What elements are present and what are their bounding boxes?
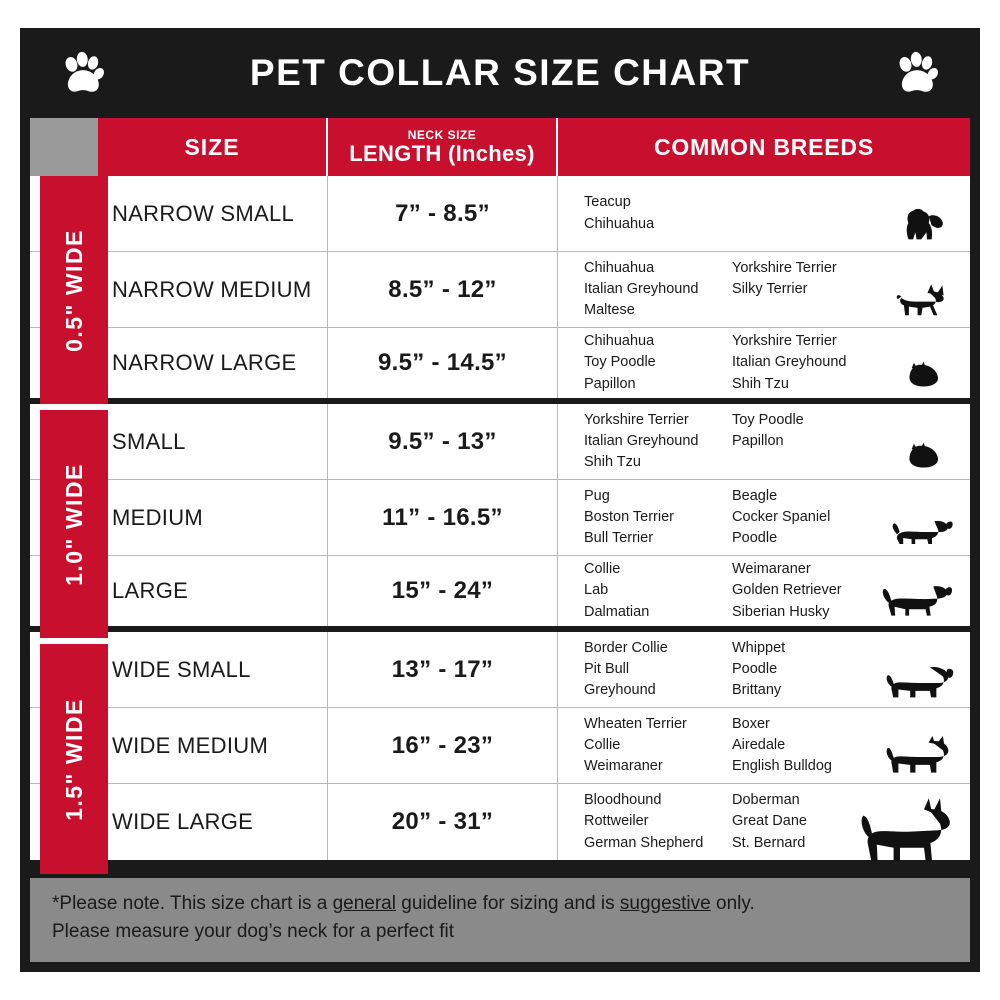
bulldog-silhouette-icon (884, 659, 956, 703)
pomeranian-silhouette-icon (902, 352, 956, 394)
breed-item: Italian Greyhound (584, 280, 699, 297)
breed-item: Silky Terrier (732, 280, 808, 297)
breed-column-1 (584, 258, 732, 321)
breed-column-1 (584, 790, 732, 853)
breed-item: Golden Retriever (732, 582, 842, 599)
table-row (30, 708, 970, 784)
breed-item: Border Collie (584, 639, 668, 656)
breed-item: Italian Greyhound (732, 354, 847, 371)
breed-item: Collie (584, 736, 621, 753)
breed-item: Cocker Spaniel (732, 508, 831, 525)
breed-item: Bloodhound (584, 792, 662, 809)
breed-item: Teacup (584, 194, 631, 211)
breed-item: Rottweiler (584, 813, 649, 830)
size-value: NARROW SMALL (112, 200, 295, 226)
pomeranian-silhouette-icon (902, 433, 956, 475)
length-value: 11” - 16.5” (382, 503, 503, 531)
breed-item: English Bulldog (732, 758, 832, 774)
length-value: 9.5” - 13” (388, 427, 497, 455)
group-label: 1.0" WIDE (60, 462, 87, 586)
breed-item: Greyhound (584, 682, 656, 698)
table-row (30, 556, 970, 632)
breed-column-1 (584, 486, 732, 549)
cell-size (98, 404, 328, 479)
breed-column-2 (732, 258, 882, 321)
cell-size (98, 176, 328, 251)
cell-breeds (558, 632, 970, 707)
size-value: WIDE SMALL (112, 656, 251, 682)
cell-breeds (558, 556, 970, 626)
group-band-1_0-wide (40, 410, 108, 638)
breed-column-2 (732, 192, 882, 234)
cell-size (98, 480, 328, 555)
size-table (20, 118, 980, 860)
breed-item: Dalmatian (584, 603, 650, 620)
breed-item: Shih Tzu (732, 375, 789, 392)
labrador-silhouette-icon (880, 580, 956, 622)
group-band-0_5-wide (40, 176, 108, 404)
cell-size (98, 632, 328, 707)
footer-mid: guideline for sizing and is (395, 893, 620, 914)
cell-breeds (558, 328, 970, 398)
header-size: SIZE (98, 118, 328, 176)
header-length-main: LENGTH (Inches) (349, 141, 535, 166)
cell-breeds (558, 404, 970, 479)
chart-frame (20, 28, 980, 972)
cell-breeds (558, 480, 970, 555)
footer-underline-general: general (332, 893, 396, 914)
table-row (30, 252, 970, 328)
table-row (30, 404, 970, 480)
chihuahua-silhouette-icon (894, 279, 956, 323)
breed-item: Poodle (732, 660, 778, 677)
cell-length (328, 404, 558, 479)
group-label: 0.5" WIDE (60, 228, 87, 352)
length-value: 20” - 31” (391, 808, 494, 835)
length-value: 9.5” - 14.5” (377, 349, 507, 376)
length-value: 13” - 17” (391, 655, 494, 683)
group-band-1_5-wide (40, 644, 108, 874)
breed-item: Poodle (732, 530, 778, 546)
breed-item: Brittany (732, 682, 782, 698)
breed-item: Chihuahua (584, 259, 655, 276)
footer-post: only. (710, 893, 755, 914)
breed-item: Beagle (732, 487, 778, 504)
cell-length (328, 328, 558, 398)
breed-item: Airedale (732, 736, 786, 753)
paw-print-icon (894, 50, 940, 96)
breed-item: Papillon (732, 432, 784, 449)
breed-column-2 (732, 486, 882, 549)
breed-item: Collie (584, 561, 621, 578)
cell-breeds (558, 784, 970, 860)
table-header-row (30, 118, 970, 176)
table-row (30, 784, 970, 860)
cell-size (98, 784, 328, 860)
size-value: LARGE (112, 578, 189, 603)
size-value: SMALL (112, 428, 186, 454)
breed-item: Toy Poodle (584, 354, 656, 371)
breed-column-2 (732, 331, 882, 394)
breed-item: Pit Bull (584, 660, 630, 677)
size-value: NARROW LARGE (112, 350, 297, 375)
length-value: 7” - 8.5” (395, 199, 490, 227)
breed-item: Pug (584, 487, 610, 504)
length-value: 15” - 24” (391, 577, 494, 604)
cell-length (328, 252, 558, 327)
breed-column-2 (732, 714, 882, 777)
doberman-silhouette-icon (860, 796, 956, 866)
breed-item: Shih Tzu (584, 454, 641, 470)
breed-column-2 (732, 559, 882, 622)
size-value: WIDE MEDIUM (112, 732, 269, 758)
breed-item: Maltese (584, 302, 635, 318)
footer-underline-suggestive: suggestive (619, 893, 711, 914)
breed-item: Whippet (732, 639, 786, 656)
breed-item: Lab (584, 582, 609, 599)
footer-note (30, 878, 970, 962)
cell-breeds (558, 176, 970, 251)
boxer-silhouette-icon (884, 731, 956, 779)
size-value: MEDIUM (112, 504, 204, 530)
footer-line-1 (52, 890, 952, 918)
table-row (30, 328, 970, 404)
cell-length (328, 176, 558, 251)
breed-item: St. Bernard (732, 834, 806, 851)
cell-size (98, 556, 328, 626)
footer-pre: *Please note. This size chart is a (52, 893, 333, 914)
table-row (30, 176, 970, 252)
breed-item: Boston Terrier (584, 508, 674, 525)
beagle-silhouette-icon (890, 513, 956, 551)
breed-column-1 (584, 559, 732, 622)
breed-item: Weimaraner (732, 561, 811, 578)
cell-length (328, 784, 558, 860)
breed-item: Papillon (584, 375, 636, 392)
cell-length (328, 708, 558, 783)
size-value: WIDE LARGE (112, 809, 254, 834)
breed-column-1 (584, 331, 732, 394)
breed-item: Italian Greyhound (584, 432, 699, 449)
cell-size (98, 328, 328, 398)
group-label: 1.5" WIDE (60, 697, 87, 821)
breed-item: Boxer (732, 715, 770, 732)
cell-size (98, 708, 328, 783)
breed-item: Wheaten Terrier (584, 715, 687, 732)
footer-line-2: Please measure your dog’s neck for a perfect fit (52, 920, 455, 942)
header-corner-cell (30, 118, 98, 176)
paw-print-icon (60, 50, 106, 96)
breed-item: Doberman (732, 792, 800, 809)
breed-column-2 (732, 638, 882, 701)
breed-column-1 (584, 638, 732, 701)
table-row (30, 480, 970, 556)
page-title: PET COLLAR SIZE CHART (249, 52, 751, 93)
breed-column-1 (584, 714, 732, 777)
cell-size (98, 252, 328, 327)
breed-item: Chihuahua (584, 215, 655, 232)
chart-header (20, 28, 980, 118)
length-value: 8.5” - 12” (388, 275, 497, 303)
cell-length (328, 556, 558, 626)
cell-length (328, 632, 558, 707)
breed-item: Weimaraner (584, 758, 663, 774)
breed-column-2 (732, 410, 882, 473)
size-value: NARROW MEDIUM (112, 276, 312, 302)
length-value: 16” - 23” (391, 731, 494, 759)
header-length (328, 118, 558, 176)
header-breeds: COMMON BREEDS (558, 118, 970, 176)
breed-item: Yorkshire Terrier (732, 333, 837, 350)
breed-item: Toy Poodle (732, 411, 804, 428)
breed-column-1 (584, 410, 732, 473)
breed-item: German Shepherd (584, 834, 704, 851)
cell-breeds (558, 252, 970, 327)
breed-item: Yorkshire Terrier (584, 411, 689, 428)
yorkie-silhouette-icon (898, 205, 956, 247)
breed-item: Siberian Husky (732, 603, 830, 620)
breed-item: Bull Terrier (584, 530, 654, 546)
breed-item: Chihuahua (584, 333, 655, 350)
cell-breeds (558, 708, 970, 783)
table-row (30, 632, 970, 708)
breed-column-1 (584, 192, 732, 234)
breed-item: Great Dane (732, 813, 807, 830)
header-length-sub: NECK SIZE (407, 128, 477, 142)
breed-item: Yorkshire Terrier (732, 259, 837, 276)
cell-length (328, 480, 558, 555)
